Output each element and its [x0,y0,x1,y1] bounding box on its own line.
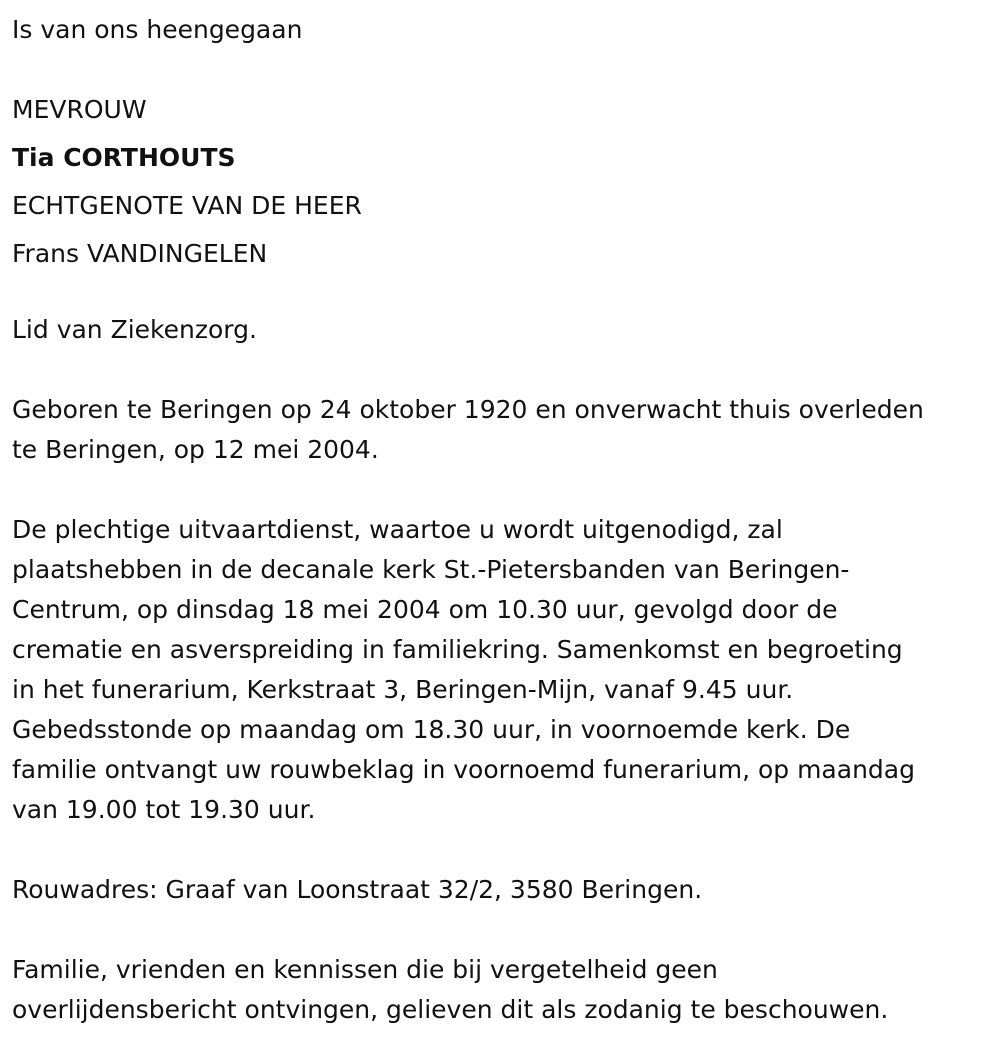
address-text: Rouwadres: Graaf van Loonstraat 32/2, 3580 Beringen. [12,875,703,904]
family-note-line: overlijdensbericht ontvingen, gelieven dit als zodanig te beschouwen. [12,995,889,1024]
funeral-line: in het funerarium, Kerkstraat 3, Beringen-Mijn, vanaf 9.45 uur. [12,675,794,704]
family-note-paragraph [12,950,992,1030]
relation-text: ECHTGENOTE VAN DE HEER [12,191,362,220]
funeral-paragraph [12,510,992,830]
membership-text: Lid van Ziekenzorg. [12,315,257,344]
funeral-line: van 19.00 tot 19.30 uur. [12,795,316,824]
funeral-line: crematie en asverspreiding in familiekring. Samenkomst en begroeting [12,635,903,664]
deceased-name: Tia CORTHOUTS [12,143,236,172]
funeral-line: De plechtige uitvaartdienst, waartoe u wordt uitgenodigd, zal [12,515,783,544]
header-block [12,86,992,278]
funeral-line: Gebedsstonde op maandag om 18.30 uur, in voornoemde kerk. De [12,715,851,744]
spouse-name: Frans VANDINGELEN [12,239,268,268]
membership-paragraph [12,310,992,350]
funeral-line: familie ontvangt uw rouwbeklag in voornoemd funerarium, op maandag [12,755,915,784]
family-note-line: Familie, vrienden en kennissen die bij vergetelheid geen [12,955,718,984]
funeral-line: Centrum, op dinsdag 18 mei 2004 om 10.30 uur, gevolgd door de [12,595,838,624]
intro-text: Is van ons heengegaan [12,15,303,44]
birth-death-line: Geboren te Beringen op 24 oktober 1920 en onverwacht thuis overleden [12,395,924,424]
title-text: MEVROUW [12,95,147,124]
birth-death-paragraph [12,390,992,470]
address-paragraph [12,870,992,910]
obituary-notice [12,6,992,1030]
birth-death-line: te Beringen, op 12 mei 2004. [12,435,379,464]
funeral-line: plaatshebben in de decanale kerk St.-Pietersbanden van Beringen- [12,555,850,584]
